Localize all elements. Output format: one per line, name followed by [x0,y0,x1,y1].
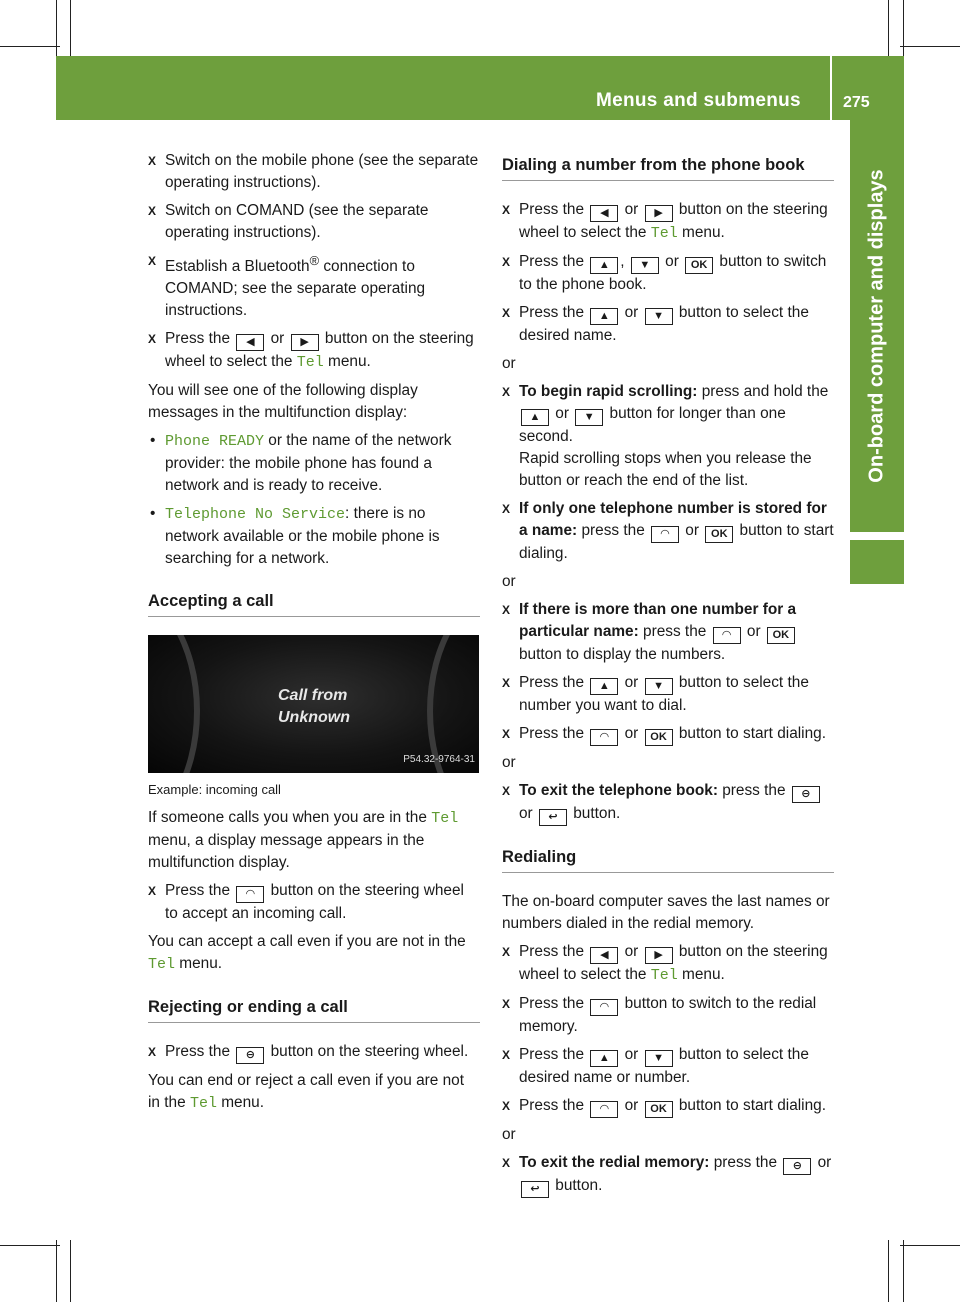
step-arrow-icon: X [502,502,511,516]
step-arrow-icon: X [502,1048,511,1062]
instruction-step: X Press the ◀ or ▶ button on the steering wheel to select the Tel menu. [502,201,828,242]
phone-key-icon: ◠ [590,1101,618,1118]
step-arrow-icon: X [502,603,511,617]
ok-key-icon: OK [705,526,733,543]
step-arrow-icon: X [502,1099,511,1113]
step-arrow-icon: X [148,204,157,218]
phone-key-icon: ◠ [713,627,741,644]
down-key-icon: ▼ [645,678,673,695]
crop-mark [56,1240,57,1302]
instruction-step: X Press the ◠ button on the steering wheel to accept an incoming call. [148,882,464,923]
crop-mark [888,0,889,60]
hangup-key-icon: ⊖ [792,786,820,803]
step-arrow-icon: X [148,154,157,168]
right-key-icon: ▶ [645,205,673,222]
crop-mark [903,1240,904,1302]
page-header-title: Menus and submenus [596,90,801,111]
crop-mark [56,0,57,60]
crop-mark [888,1240,889,1302]
up-key-icon: ▲ [590,1050,618,1067]
instruction-step: X Press the ◠ or OK button to start dialing. [502,1095,834,1118]
or-text: or [502,1126,516,1143]
left-key-icon: ◀ [236,334,264,351]
up-key-icon: ▲ [521,409,549,426]
chapter-marker [850,540,904,584]
step-arrow-icon: X [502,997,511,1011]
hangup-key-icon: ⊖ [236,1047,264,1064]
instruction-step: X To exit the telephone book: press the ⊖ or ↩ button. [502,780,834,826]
instruction-step: X To begin rapid scrolling: press and hold the ▲ or ▼ button for longer than one second. Rapid scrolling stops when you release the button or reach the end of the list. [502,383,829,489]
ok-key-icon: OK [685,257,713,274]
or-text: or [502,573,516,590]
section-heading: Accepting a call [148,590,480,617]
instruction-step: X Press the ◠ button to switch to the redial memory. [502,995,817,1035]
instruction-step: X Press the ▲ or ▼ button to select the number you want to dial. [502,674,809,714]
up-key-icon: ▲ [590,257,618,274]
hangup-key-icon: ⊖ [783,1158,811,1175]
down-key-icon: ▼ [645,1050,673,1067]
bullet-item: • Telephone No Service: there is no network available or the mobile phone is searching for a network. [150,505,440,568]
instruction-step: X Press the ⊖ button on the steering wheel. [148,1041,480,1064]
or-text: or [502,355,516,372]
crop-mark [900,1245,960,1246]
section-heading: Dialing a number from the phone book [502,154,834,181]
step-arrow-icon: X [502,784,511,798]
page-number: 275 [843,94,870,111]
body-text: You will see one of the following display messages in the multifunction display: [148,382,418,422]
phone-key-icon: ◠ [236,886,264,903]
instruction-step: X Press the ◠ or OK button to start dialing. [502,723,834,746]
step-arrow-icon: X [148,254,157,268]
left-column [148,150,480,1121]
step-arrow-icon: X [148,884,157,899]
incoming-call-display-image: Call from Unknown P54.32-9764-31 [148,635,479,773]
instruction-step: X Press the ▲ or ▼ button to select the desired name or number. [502,1046,809,1086]
step-arrow-icon: X [502,385,511,399]
header-divider [830,56,832,120]
right-column [502,150,834,1204]
instruction-step: X Press the ▲ , ▼ or OK button to switch to the phone book. [502,253,827,293]
step-arrow-icon: X [502,306,511,320]
body-text: If someone calls you when you are in the Tel menu, a display message appears in the multifunction display. [148,809,459,872]
ok-key-icon: OK [645,1101,673,1118]
ok-key-icon: OK [645,729,673,746]
or-text: or [502,754,516,771]
section-heading: Rejecting or ending a call [148,996,480,1023]
step-arrow-icon: X [502,945,511,959]
right-key-icon: ▶ [291,334,319,351]
chapter-side-tab-label: On-board computer and displays [865,169,888,483]
step-arrow-icon: X [148,332,157,347]
phone-key-icon: ◠ [590,999,618,1016]
instruction-step: X Press the ▲ or ▼ button to select the desired name. [502,304,809,344]
crop-mark [70,1240,71,1302]
instruction-step: X Press the ◀ or ▶ button on the steering wheel to select the Tel menu. [502,943,828,984]
instruction-step: X To exit the redial memory: press the ⊖ or ↩ button. [502,1152,834,1198]
instruction-step: X If there is more than one number for a particular name: press the ◠ or OK button to display the numbers. [502,601,797,663]
instruction-step: X Switch on the mobile phone (see the separate operating instructions). [148,152,479,191]
crop-mark [0,1245,60,1246]
section-heading: Redialing [502,846,834,873]
step-arrow-icon: X [502,727,511,741]
instruction-step: X Press the ◀ or ▶ button on the steering wheel to select the Tel menu. [148,330,474,372]
step-arrow-icon: X [502,203,511,217]
left-key-icon: ◀ [590,947,618,964]
bullet-item: • Phone READY or the name of the network provider: the mobile phone has found a network and is ready to receive. [150,432,452,495]
phone-key-icon: ◠ [651,526,679,543]
down-key-icon: ▼ [575,409,603,426]
instruction-step: X If only one telephone number is stored for a name: press the ◠ or OK button to start dialing. [502,500,834,562]
body-text: You can end or reject a call even if you are not in the Tel menu. [148,1072,464,1113]
body-text: The on-board computer saves the last names or numbers dialed in the redial memory. [502,893,830,932]
crop-mark [900,46,960,47]
step-arrow-icon: X [502,1156,511,1170]
step-arrow-icon: X [148,1045,157,1060]
ok-key-icon: OK [767,627,795,644]
gauge-left [148,635,200,773]
up-key-icon: ▲ [590,308,618,325]
crop-mark [70,0,71,60]
crop-mark [0,46,60,47]
up-key-icon: ▲ [590,678,618,695]
step-arrow-icon: X [502,676,511,690]
left-key-icon: ◀ [590,205,618,222]
image-caption: Example: incoming call [148,782,281,798]
back-key-icon: ↩ [521,1181,549,1198]
body-text: You can accept a call even if you are not in the Tel menu. [148,933,466,974]
right-key-icon: ▶ [645,947,673,964]
instruction-step: X Switch on COMAND (see the separate operating instructions). [148,202,429,241]
down-key-icon: ▼ [645,308,673,325]
crop-mark [903,0,904,60]
back-key-icon: ↩ [539,809,567,826]
instruction-step: X Establish a Bluetooth® connection to COMAND; see the separate operating instructions. [148,250,480,322]
step-arrow-icon: X [502,255,511,269]
down-key-icon: ▼ [631,257,659,274]
phone-key-icon: ◠ [590,729,618,746]
